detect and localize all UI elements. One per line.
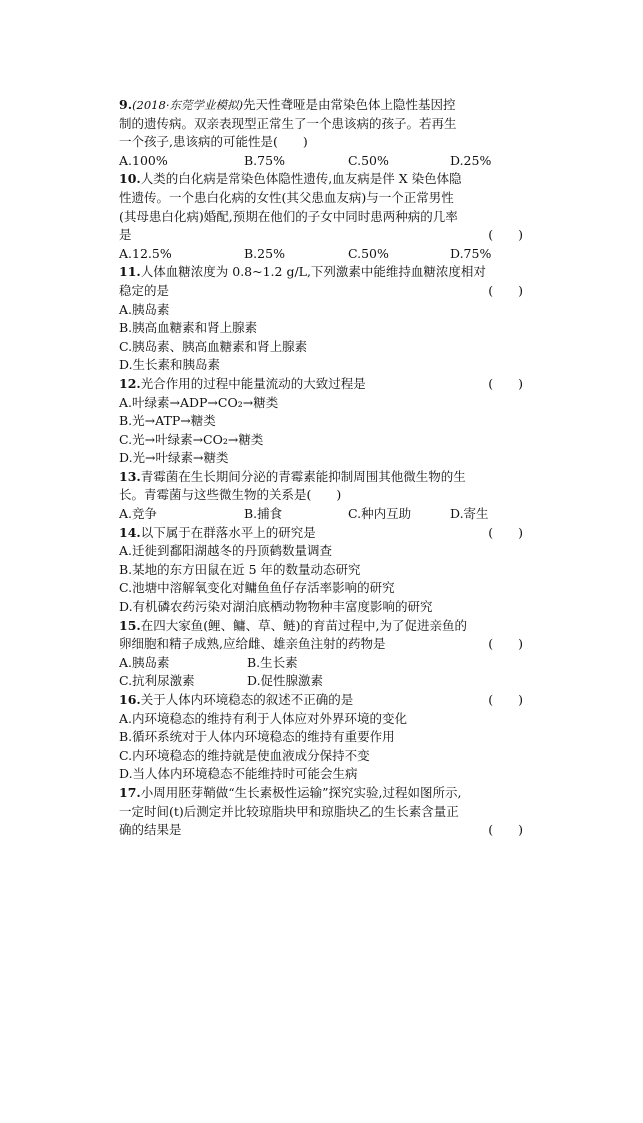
question-text: 先天性聋哑是由常染色体上隐性基因控: [242, 97, 456, 112]
option-b: B.生长素: [247, 654, 298, 670]
question-text: 青霉菌在生长期间分泌的青霉素能抑制周围其他微生物的生: [140, 468, 466, 484]
question-text: 一个孩子,患该病的可能性是( ): [119, 134, 308, 150]
option-a: A.胰岛素: [119, 654, 170, 670]
answer-blank: ( ): [488, 282, 523, 298]
question-number: 17: [119, 784, 137, 800]
question-source: (2018·东莞学业模拟): [132, 98, 243, 112]
question-text: 在四大家鱼(鲤、鳙、草、鲢)的育苗过程中,为了促进亲鱼的: [140, 617, 467, 633]
question-number: 12: [119, 375, 137, 391]
option-d: D.寄生: [450, 506, 489, 522]
exam-page: [119, 96, 529, 840]
question-number: 11: [119, 264, 137, 280]
option-c: C.胰岛素、胰高血糖素和肾上腺素: [119, 338, 308, 354]
question-text: 人类的白化病是常染色体隐性遗传,血友病是伴 X 染色体隐: [140, 171, 462, 187]
option-a: A.内环境稳态的维持有利于人体应对外界环境的变化: [119, 710, 408, 726]
question-text: 性遗传。一个患白化病的女性(其父患血友病)与一个正常男性: [119, 189, 454, 205]
options-row: [119, 245, 529, 264]
options-row: [119, 654, 529, 673]
question-10: 10.人类的白化病是常染色体隐性遗传,血友病是伴 X 染色体隐 性遗传。一个患白化病的女性(其父患血友病)与一个正常男性 (其母患白化病)婚配,预期在他们的子女中同时患两种病的几率 是 ( ) A.12.5% B.25% C.50% D.75%: [119, 170, 529, 263]
option-c: C.种内互助: [348, 506, 412, 522]
question-11: 11.人体血糖浓度为 0.8~1.2 g/L,下列激素中能维持血糖浓度相对 稳定的是 ( ) A.胰岛素 B.胰高血糖素和肾上腺素 C.胰岛素、胰高血糖素和肾上腺素 D.生长素和胰岛素: [119, 264, 523, 373]
option-c: C.抗利尿激素: [119, 673, 195, 689]
option-d: D.25%: [450, 152, 492, 168]
option-c: C.池塘中溶解氧变化对鳙鱼鱼仔存活率影响的研究: [119, 580, 395, 596]
option-d: D.有机磷农药污染对湖泊底栖动物物种丰富度影响的研究: [119, 599, 433, 615]
question-text: 稳定的是: [119, 282, 170, 298]
question-text: 制的遗传病。双亲表现型正常生了一个患该病的孩子。若再生: [119, 115, 457, 131]
question-text: 小周用胚芽鞘做“生长素极性运输”探究实验,过程如图所示,: [140, 784, 462, 800]
option-d: D.当人体内环境稳态不能维持时可能会生病: [119, 766, 358, 782]
question-text: 人体血糖浓度为 0.8~1.2 g/L,下列激素中能维持血糖浓度相对: [140, 264, 486, 280]
question-number: 9: [119, 97, 128, 112]
answer-blank: ( ): [488, 636, 523, 652]
option-d: D.75%: [450, 245, 492, 261]
answer-blank: ( ): [488, 822, 523, 838]
option-b: B.75%: [244, 152, 285, 168]
question-text: 光合作用的过程中能量流动的大致过程是: [140, 375, 366, 391]
option-c: C.50%: [348, 152, 389, 168]
option-b: B.循环系统对于人体内环境稳态的维持有重要作用: [119, 729, 395, 745]
option-d: D.促性腺激素: [247, 673, 324, 689]
option-b: B.某地的东方田鼠在近 5 年的数量动态研究: [119, 561, 361, 577]
question-text: 是: [119, 227, 132, 243]
question-16: 16.关于人体内环境稳态的叙述不正确的是 ( ) A.内环境稳态的维持有利于人体应对外界环境的变化 B.循环系统对于人体内环境稳态的维持有重要作用 C.内环境稳态的维持就是使血液成分保持不变 D.当人体内环境稳态不能维持时可能会生病: [119, 692, 523, 782]
answer-blank: ( ): [488, 375, 523, 391]
option-c: C.光→叶绿素→CO₂→糖类: [119, 431, 264, 447]
options-row: [119, 505, 529, 524]
question-text: 确的结果是: [119, 822, 182, 838]
option-a: A.12.5%: [119, 245, 172, 261]
answer-blank: ( ): [488, 692, 523, 707]
option-a: A.100%: [119, 152, 168, 168]
question-9: 9.(2018·东莞学业模拟)先天性聋哑是由常染色体上隐性基因控 制的遗传病。双亲表现型正常生了一个患该病的孩子。若再生 一个孩子,患该病的可能性是( ) A.100% B.75% C.50% D.25%: [119, 96, 529, 170]
options-row: [119, 672, 529, 691]
option-a: A.叶绿素→ADP→CO₂→糖类: [119, 394, 279, 410]
question-12: 12.光合作用的过程中能量流动的大致过程是 ( ) A.叶绿素→ADP→CO₂→糖类 B.光→ATP→糖类 C.光→叶绿素→CO₂→糖类 D.光→叶绿素→糖类: [119, 375, 523, 466]
answer-blank: ( ): [488, 227, 523, 243]
question-text: 一定时间(t)后测定并比较琼脂块甲和琼脂块乙的生长素含量正: [119, 803, 459, 819]
question-15: 15.在四大家鱼(鲤、鳙、草、鲢)的育苗过程中,为了促进亲鱼的 卵细胞和精子成熟,应给雌、雄亲鱼注射的药物是 ( ) A.胰岛素 B.生长素 C.抗利尿激素 D.促性腺激素: [119, 617, 529, 691]
answer-blank: ( ): [488, 524, 523, 540]
option-c: C.内环境稳态的维持就是使血液成分保持不变: [119, 747, 370, 763]
option-a: A.胰岛素: [119, 301, 170, 317]
option-b: B.胰高血糖素和肾上腺素: [119, 320, 258, 336]
option-d: D.生长素和胰岛素: [119, 357, 221, 373]
question-number: 10: [119, 171, 137, 187]
question-text: 长。青霉菌与这些微生物的关系是( ): [119, 487, 342, 503]
option-b: B.光→ATP→糖类: [119, 413, 216, 429]
option-c: C.50%: [348, 245, 389, 261]
question-text: 卵细胞和精子成熟,应给雌、雄亲鱼注射的药物是: [119, 636, 386, 652]
question-number: 15: [119, 617, 137, 633]
question-17: 17.小周用胚芽鞘做“生长素极性运输”探究实验,过程如图所示, 一定时间(t)后测定并比较琼脂块甲和琼脂块乙的生长素含量正 确的结果是 ( ): [119, 784, 529, 840]
question-number: 14: [119, 524, 137, 540]
question-text: 以下属于在群落水平上的研究是: [140, 524, 316, 540]
option-b: B.捕食: [244, 506, 283, 522]
option-b: B.25%: [244, 245, 285, 261]
question-number: 13: [119, 468, 137, 484]
option-a: A.迁徙到鄱阳湖越冬的丹顶鹤数量调查: [119, 543, 333, 559]
question-number: 16: [119, 692, 137, 707]
option-d: D.光→叶绿素→糖类: [119, 450, 229, 466]
options-row: [119, 152, 529, 171]
question-14: 14.以下属于在群落水平上的研究是 ( ) A.迁徙到鄱阳湖越冬的丹顶鹤数量调查 B.某地的东方田鼠在近 5 年的数量动态研究 C.池塘中溶解氧变化对鳙鱼鱼仔存活率影响的研究 D.有机磷农药污染对湖泊底栖动物物种丰富度影响的研究: [119, 524, 523, 615]
question-text: (其母患白化病)婚配,预期在他们的子女中同时患两种病的几率: [119, 208, 458, 224]
question-text: 关于人体内环境稳态的叙述不正确的是: [140, 692, 354, 707]
question-13: 13.青霉菌在生长期间分泌的青霉素能抑制周围其他微生物的生 长。青霉菌与这些微生物的关系是( ) A.竞争 B.捕食 C.种内互助 D.寄生: [119, 468, 529, 524]
option-a: A.竞争: [119, 506, 158, 522]
